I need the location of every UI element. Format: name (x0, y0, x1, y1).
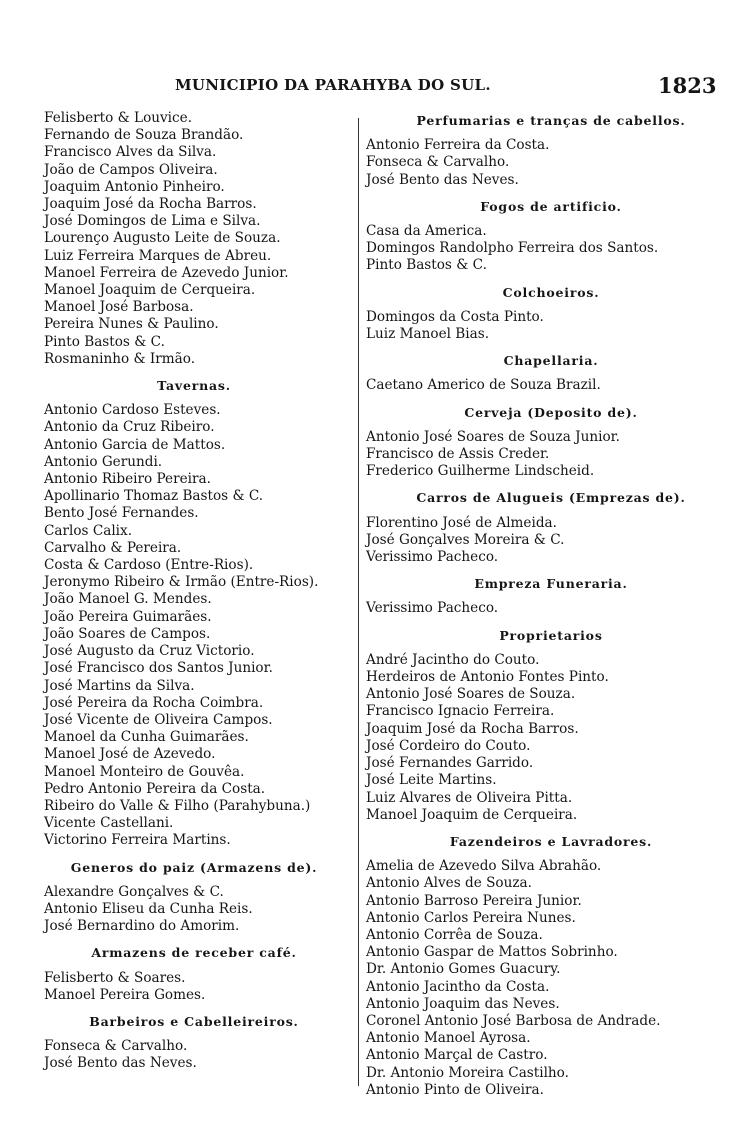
directory-entry: Antonio Marçal de Castro. (366, 1047, 548, 1064)
directory-section (366, 404, 736, 481)
directory-section (366, 112, 736, 189)
directory-entry: José Leite Martins. (366, 772, 497, 789)
directory-entry: José Francisco dos Santos Junior. (44, 660, 273, 677)
directory-entry: Antonio Joaquim das Neves. (366, 995, 560, 1012)
directory-entry: Bento José Fernandes. (44, 505, 199, 522)
directory-entry: Pinto Bastos & C. (44, 333, 165, 350)
directory-entry: José Bernardino do Amorim. (44, 918, 240, 935)
directory-entry: Manoel Pereira Gomes. (44, 986, 206, 1003)
section-heading: Proprietarios (499, 627, 603, 643)
section-heading: Cerveja (Deposito de). (464, 404, 638, 420)
left-column (44, 110, 354, 1073)
directory-entry: Costa & Cardoso (Entre-Rios). (44, 557, 254, 574)
directory-entry: Antonio Pinto de Oliveira. (366, 1081, 544, 1098)
directory-entry: João Manoel G. Mendes. (44, 591, 212, 608)
directory-entry: José Martins da Silva. (44, 677, 195, 694)
directory-section (44, 944, 354, 1004)
directory-entry: Antonio Corrêa de Souza. (366, 926, 543, 943)
section-heading: Perfumarias e tranças de cabellos. (416, 113, 686, 128)
directory-entry: Antonio Eliseu da Cunha Reis. (44, 900, 253, 917)
section-heading: Barbeiros e Cabelleireiros. (89, 1013, 299, 1029)
directory-entry: Antonio Gaspar de Mattos Sobrinho. (366, 944, 618, 961)
directory-entry: Francisco Ignacio Ferreira. (366, 703, 555, 720)
section-heading: Generos do paiz (Armazens de). (70, 859, 318, 875)
directory-entry: Vicente Castellani. (44, 815, 174, 832)
directory-entry: Antonio Jacintho da Costa. (366, 978, 550, 995)
page-header (0, 73, 736, 98)
directory-entry: Antonio Carlos Pereira Nunes. (366, 909, 576, 926)
directory-section (44, 110, 354, 368)
directory-entry: Pedro Antonio Pereira da Costa. (44, 780, 266, 797)
directory-entry: Joaquim Antonio Pinheiro. (44, 178, 225, 195)
directory-entry: José Bento das Neves. (44, 1055, 197, 1072)
directory-entry: Florentino José de Almeida. (366, 514, 557, 531)
directory-entry: Antonio José Soares de Souza. (366, 686, 576, 703)
directory-entry: José Vicente de Oliveira Campos. (44, 711, 273, 728)
directory-entry: Alexandre Gonçalves & C. (44, 883, 224, 900)
directory-entry: Domingos da Costa Pinto. (366, 308, 544, 325)
directory-entry: Dr. Antonio Moreira Castilho. (366, 1064, 569, 1081)
directory-section (366, 575, 736, 617)
directory-entry: Rosmaninho & Irmão. (44, 350, 196, 367)
directory-section (44, 377, 354, 849)
directory-entry: Dr. Antonio Gomes Guacury. (366, 961, 561, 978)
directory-entry: João Pereira Guimarães. (44, 608, 212, 625)
directory-entry: Antonio Garcia de Mattos. (44, 436, 226, 453)
directory-entry: Antonio Manoel Ayrosa. (366, 1030, 531, 1047)
directory-entry: Luiz Ferreira Marques de Abreu. (44, 247, 272, 264)
directory-entry: Domingos Randolpho Ferreira dos Santos. (366, 240, 659, 257)
directory-entry: João de Campos Oliveira. (44, 161, 218, 178)
directory-entry: Francisco de Assis Creder. (366, 446, 550, 463)
directory-entry: Joaquim José da Rocha Barros. (44, 196, 257, 213)
section-heading: Armazens de receber café. (91, 945, 297, 961)
directory-entry: Antonio Cardoso Esteves. (44, 402, 221, 419)
directory-entry: Luiz Manoel Bias. (366, 326, 490, 343)
directory-entry: Manoel José de Azevedo. (44, 746, 216, 763)
directory-section (366, 627, 736, 824)
directory-entry: José Pereira da Rocha Coimbra. (44, 694, 264, 711)
directory-entry: Fernando de Souza Brandão. (44, 127, 244, 144)
directory-entry: José Gonçalves Moreira & C. (366, 531, 565, 548)
directory-section (366, 198, 736, 275)
directory-entry: Coronel Antonio José Barbosa de Andrade. (366, 1012, 661, 1029)
directory-section (366, 833, 736, 1099)
section-heading: Empreza Funeraria. (474, 576, 628, 592)
directory-entry: Antonio Ribeiro Pereira. (44, 471, 211, 488)
directory-entry: Antonio Alves de Souza. (366, 875, 532, 892)
directory-entry: João Soares de Campos. (44, 625, 211, 642)
directory-entry: Pinto Bastos & C. (366, 257, 487, 274)
page-number: 1823 (658, 73, 717, 98)
right-column (366, 110, 736, 1099)
directory-entry: Frederico Guilherme Lindscheid. (366, 463, 595, 480)
directory-entry: Caetano Americo de Souza Brazil. (366, 377, 601, 394)
directory-entry: Victorino Ferreira Martins. (44, 832, 231, 849)
directory-entry: Manoel Joaquim de Cerqueira. (44, 282, 256, 299)
directory-entry: Manoel Ferreira de Azevedo Junior. (44, 264, 289, 281)
directory-entry: José Cordeiro do Couto. (366, 737, 531, 754)
section-heading: Tavernas. (157, 378, 231, 394)
directory-section (366, 489, 736, 566)
directory-entry: Herdeiros de Antonio Fontes Pinto. (366, 669, 609, 686)
section-heading: Colchoeiros. (502, 284, 600, 300)
directory-entry: José Domingos de Lima e Silva. (44, 213, 261, 230)
directory-entry: José Bento das Neves. (366, 171, 519, 188)
directory-section (366, 284, 736, 344)
directory-section (366, 352, 736, 394)
directory-entry: José Augusto da Cruz Victorio. (44, 643, 255, 660)
directory-entry: Pereira Nunes & Paulino. (44, 316, 219, 333)
section-heading: Chapellaria. (503, 353, 599, 369)
directory-entry: Jeronymo Ribeiro & Irmão (Entre-Rios). (44, 574, 319, 591)
directory-entry: Felisberto & Louvice. (44, 110, 193, 126)
directory-entry: Felisberto & Soares. (44, 969, 186, 986)
directory-entry: Antonio José Soares de Souza Junior. (366, 428, 620, 445)
running-title: MUNICIPIO DA PARAHYBA DO SUL. (175, 76, 491, 94)
directory-entry: Fonseca & Carvalho. (44, 1038, 188, 1055)
section-heading: Fogos de artificio. (480, 198, 622, 214)
directory-entry: Casa da America. (366, 223, 487, 240)
directory-section (44, 859, 354, 936)
section-heading: Carros de Alugueis (Emprezas de). (416, 490, 686, 506)
directory-entry: Francisco Alves da Silva. (44, 144, 217, 161)
directory-entry: Verissimo Pacheco. (366, 549, 499, 566)
directory-entry: Manoel José Barbosa. (44, 299, 194, 316)
column-divider (358, 118, 359, 1086)
directory-entry: Joaquim José da Rocha Barros. (366, 720, 579, 737)
directory-entry: André Jacintho do Couto. (366, 651, 540, 668)
directory-entry: José Fernandes Garrido. (366, 755, 534, 772)
directory-entry: Ribeiro do Valle & Filho (Parahybuna.) (44, 797, 311, 814)
directory-entry: Carvalho & Pereira. (44, 539, 182, 556)
directory-section (44, 1013, 354, 1073)
directory-entry: Fonseca & Carvalho. (366, 154, 510, 171)
directory-entry: Verissimo Pacheco. (366, 600, 499, 617)
directory-entry: Antonio da Cruz Ribeiro. (44, 419, 215, 436)
directory-entry: Antonio Barroso Pereira Junior. (366, 892, 582, 909)
directory-entry: Antonio Ferreira da Costa. (366, 137, 550, 154)
directory-entry: Lourenço Augusto Leite de Souza. (44, 230, 281, 247)
directory-entry: Luiz Alvares de Oliveira Pitta. (366, 789, 573, 806)
section-heading: Fazendeiros e Lavradores. (449, 833, 653, 849)
directory-entry: Apollinario Thomaz Bastos & C. (44, 488, 264, 505)
directory-entry: Carlos Calix. (44, 522, 133, 539)
directory-entry: Amelia de Azevedo Silva Abrahão. (366, 858, 602, 875)
directory-entry: Manoel Joaquim de Cerqueira. (366, 806, 578, 823)
directory-entry: Antonio Gerundi. (44, 453, 163, 470)
directory-entry: Manoel da Cunha Guimarães. (44, 729, 249, 746)
directory-entry: Manoel Monteiro de Gouvêa. (44, 763, 245, 780)
